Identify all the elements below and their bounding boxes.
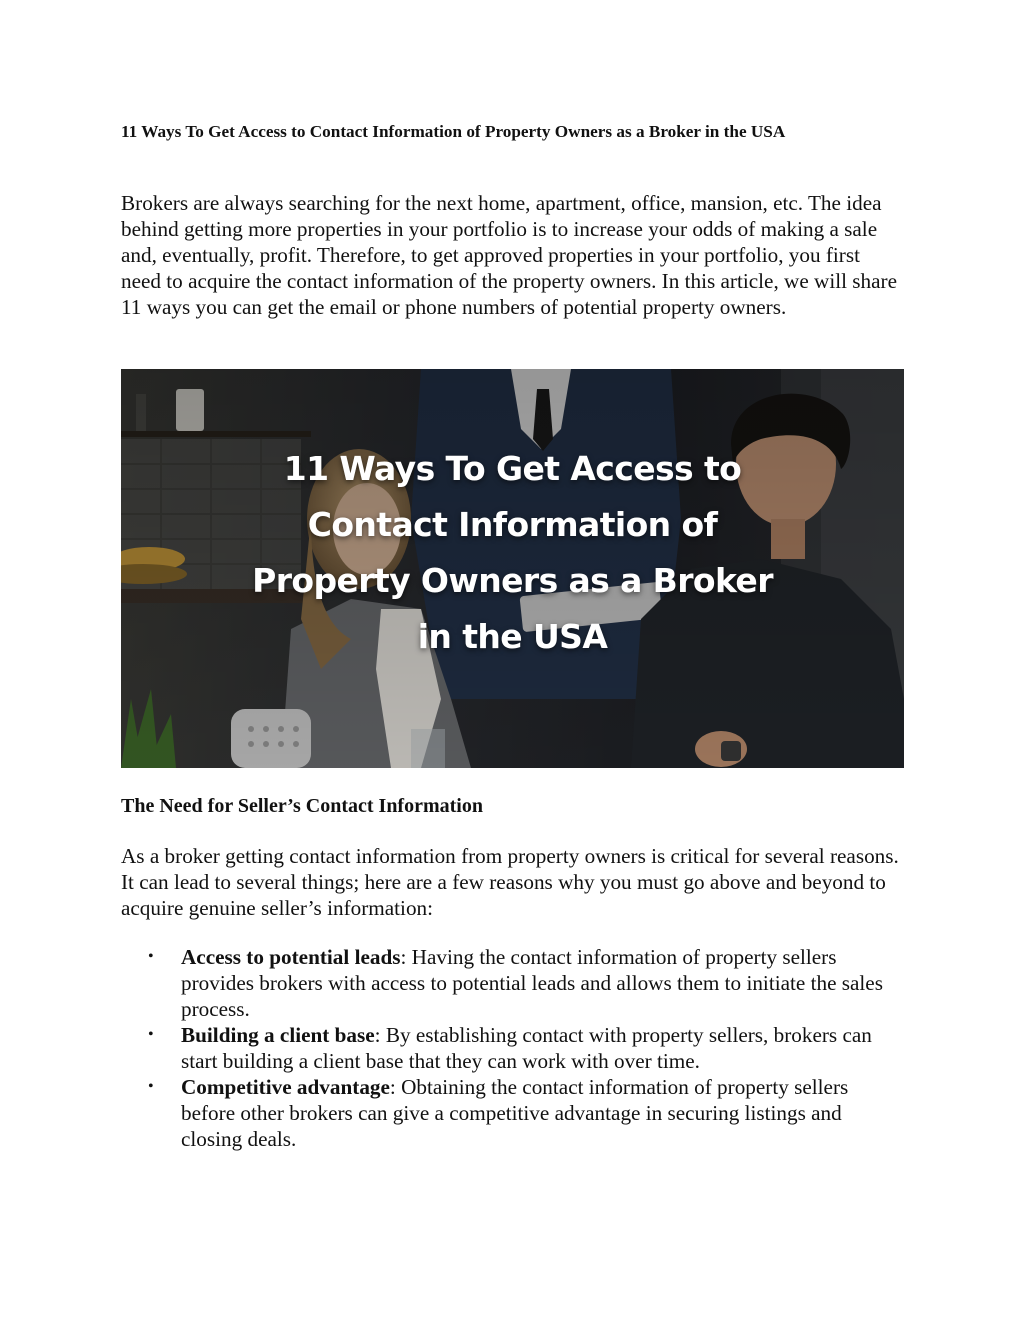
document-title: 11 Ways To Get Access to Contact Information of Property Owners as a Broker in the USA [121,122,786,141]
hero-title-line: 11 Ways To Get Access to [283,449,742,488]
list-item-text: : By establishing contact with property sellers, brokers can start building a client base that they can work with over time. [181,1023,872,1073]
hero-title-line: Contact Information of [307,505,718,544]
list-item-text: : Obtaining the contact information of property sellers before other brokers can give a competitive advantage in securing listings and closing deals. [181,1075,849,1151]
list-item-term: Competitive advantage [181,1075,390,1099]
hero-image [121,369,904,768]
hero-title [121,441,904,665]
bullet-icon: • [148,948,154,965]
list-item-term: Access to potential leads [181,945,401,969]
list-item [121,1074,904,1152]
reasons-list [121,944,904,1152]
bullet-icon: • [148,1026,154,1043]
list-item [121,1022,904,1074]
hero-title-line: Property Owners as a Broker [252,561,773,600]
list-item-text: : Having the contact information of property sellers provides brokers with access to potential leads and allows them to initiate the sales process. [181,945,883,1021]
list-item-term: Building a client base [181,1023,375,1047]
intro-paragraph: Brokers are always searching for the next home, apartment, office, mansion, etc. The idea behind getting more properties in your portfolio is to increase your odds of making a sale and, eventually, profit. Therefore, to get approved properties in your portfolio, you first need to acquire the contact information of the property owners. In this article, we will share 11 ways you can get the email or phone numbers of potential property owners. [121,191,898,319]
list-item [121,944,904,1022]
section-intro-paragraph: As a broker getting contact information from property owners is critical for several reasons. It can lead to several things; here are a few reasons why you must go above and beyond to acquire genuine seller’s information: [121,844,899,920]
section-heading: The Need for Seller’s Contact Information [121,795,483,817]
hero-title-line: in the USA [417,617,608,656]
bullet-icon: • [148,1078,154,1095]
